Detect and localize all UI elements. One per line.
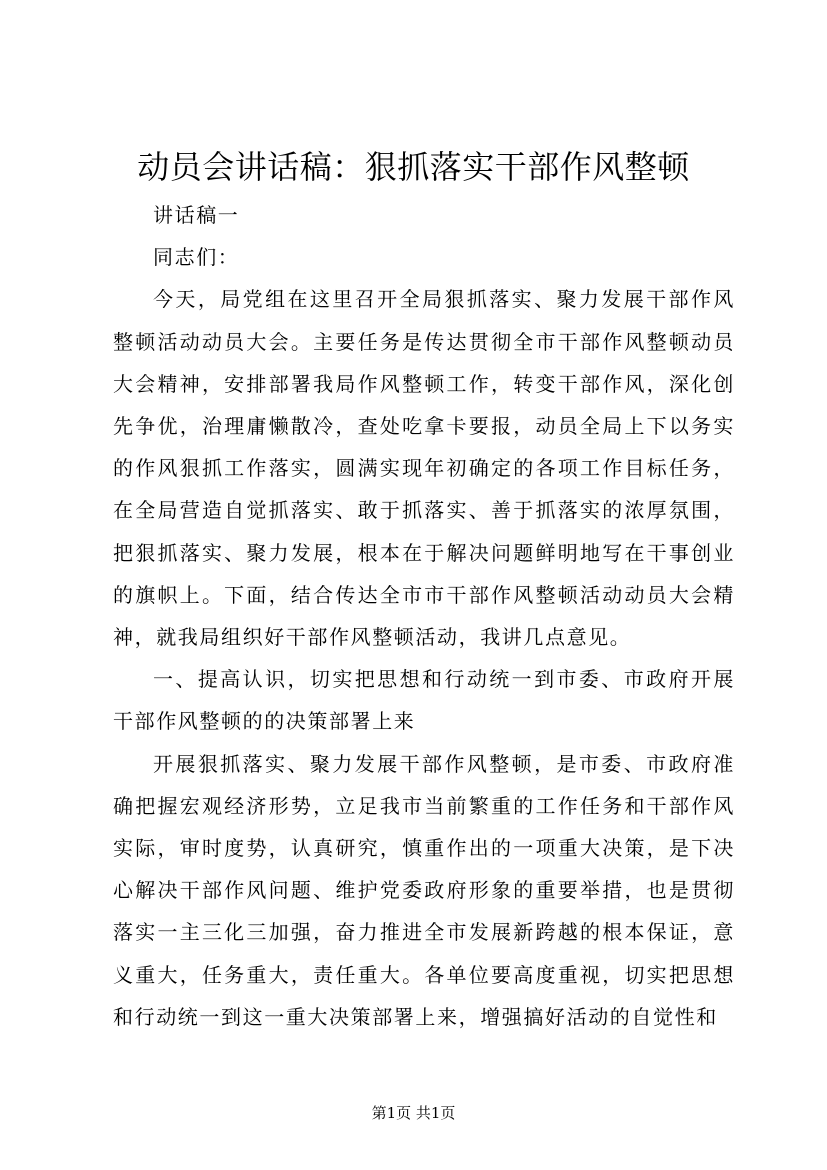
subtitle: 讲话稿一 xyxy=(153,203,240,227)
paragraph-section-1: 开展狠抓落实、聚力发展干部作风整顿，是市委、市政府准确把握宏观经济形势，立足我市当前繁重的工作任务和干部作风实际，审时度势，认真研究，慎重作出的一项重大决策，是下决心解决干部作风问题、维护党委政府形象的重要举措，也是贯彻落实一主三化三加强，奋力推进全市发展新跨越的根本保证，意义重大，任务重大，责任重大。各单位要高度重视，切实把思想和行动统一到这一重大决策部署上来，增强搞好活动的自觉性和 xyxy=(113,751,735,1029)
page-footer: 第1页 共1页 xyxy=(371,1104,456,1122)
document-body xyxy=(113,194,735,1038)
document-title: 动员会讲话稿：狠抓落实干部作风整顿 xyxy=(137,148,690,186)
paragraph-intro: 今天，局党组在这里召开全局狠抓落实、聚力发展干部作风整顿活动动员大会。主要任务是传达贯彻全市干部作风整顿动员大会精神，安排部署我局作风整顿工作，转变干部作风，深化创先争优，治理庸懒散冷，查处吃拿卡要报，动员全局上下以务实的作风狠抓工作落实，圆满实现年初确定的各项工作目标任务，在全局营造自觉抓落实、敢于抓落实、善于抓落实的浓厚氛围，把狠抓落实、聚力发展，根本在于解决问题鲜明地写在干事创业的旗帜上。下面，结合传达全市市干部作风整顿活动动员大会精神，就我局组织好干部作风整顿活动，我讲几点意见。 xyxy=(113,287,735,650)
section-heading-1: 一、提高认识，切实把思想和行动统一到市委、市政府开展干部作风整顿的的决策部署上来 xyxy=(113,667,735,734)
salutation: 同志们： xyxy=(153,245,240,270)
